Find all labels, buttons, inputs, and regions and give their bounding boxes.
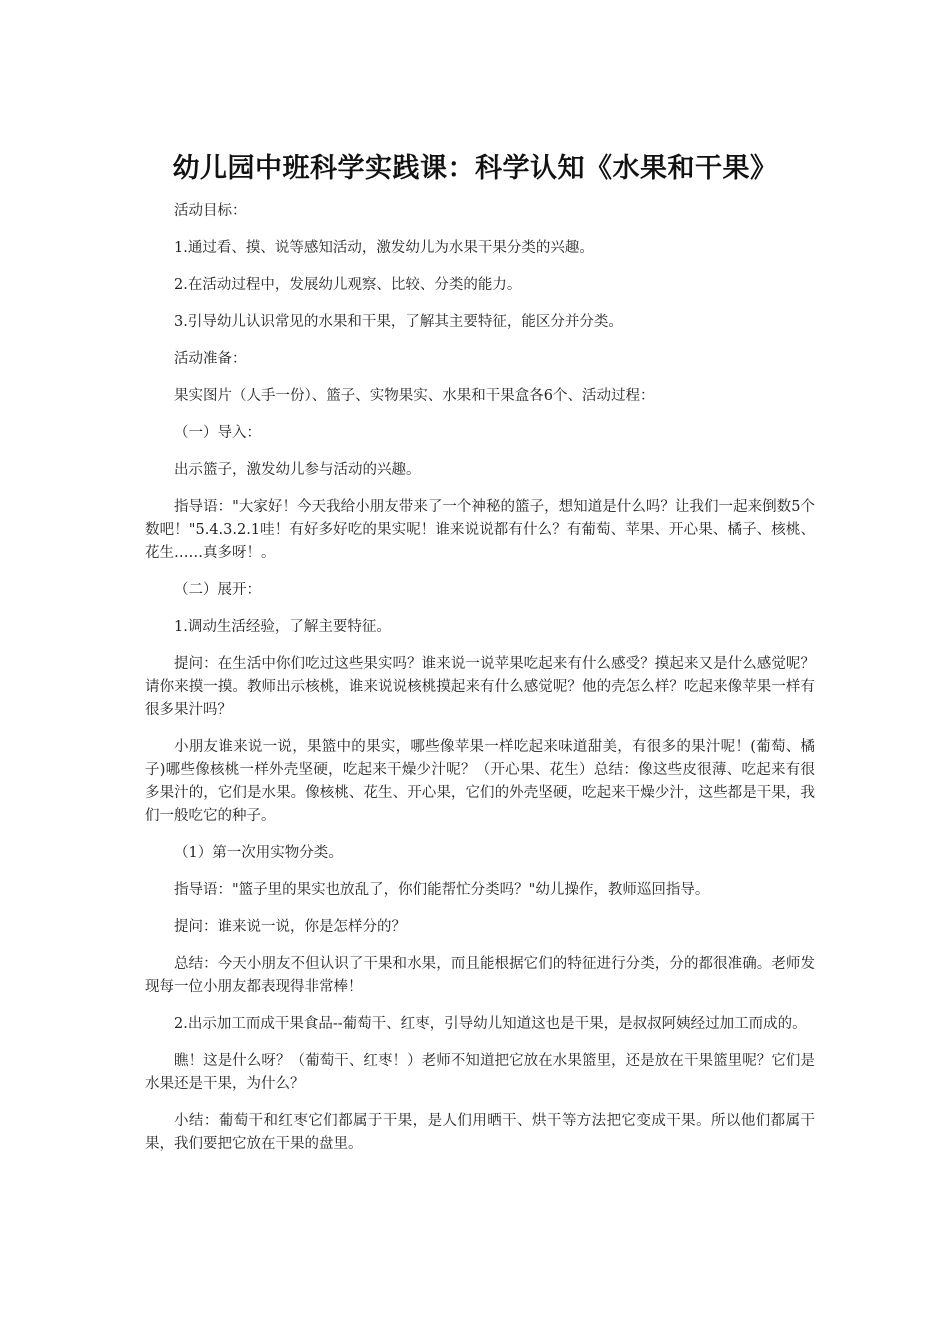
paragraph-intro-text: 出示篮子，激发幼儿参与活动的兴趣。 [174, 462, 421, 478]
paragraph-section-expand: （二）展开： [174, 582, 261, 598]
paragraph-objective-1: 1.通过看、摸、说等感知活动，激发幼儿为水果干果分类的兴趣。 [174, 240, 594, 256]
paragraph-summary-1: 总结：今天小朋友不但认识了干果和水果，而且能根据它们的特征进行分类，分的都很准确。老师发现每一位小朋友都表现得非常棒！ [145, 956, 815, 995]
paragraph-guide-1: 指导语："大家好！今天我给小朋友带来了一个神秘的篮子，想知道是什么吗？让我们一起来倒数5个数吧！"5.4.3.2.1哇！有好多好吃的果实呢！谁来说说都有什么？有葡萄、苹果、开心果、橘子、核桃、花生……真多呀！。 [145, 499, 815, 561]
paragraph-substep-1: （1）第一次用实物分类。 [174, 845, 343, 861]
paragraph-guide-2: 指导语："篮子里的果实也放乱了，你们能帮忙分类吗？"幼儿操作，教师巡回指导。 [174, 882, 710, 898]
paragraph-step-2: 2.出示加工而成干果食品--葡萄干、红枣，引导幼儿知道这也是干果，是叔叔阿姨经过加工而成的。 [174, 1016, 807, 1032]
document-title: 幼儿园中班科学实践课：科学认知《水果和干果》 [172, 153, 778, 184]
paragraph-objectives-heading: 活动目标： [174, 203, 247, 219]
paragraph-objective-2: 2.在活动过程中，发展幼儿观察、比较、分类的能力。 [174, 277, 522, 293]
paragraph-question-2: 提问：谁来说一说，你是怎样分的？ [174, 919, 406, 935]
paragraph-section-intro: （一）导入： [174, 425, 261, 441]
document-body [145, 200, 815, 1170]
paragraph-preparation: 果实图片（人手一份）、篮子、实物果实、水果和干果盒各6个、活动过程： [174, 388, 655, 404]
paragraph-objective-3: 3.引导幼儿认识常见的水果和干果，了解其主要特征，能区分并分类。 [174, 314, 623, 330]
paragraph-question-1: 提问：在生活中你们吃过这些果实吗？谁来说一说苹果吃起来有什么感受？摸起来又是什么感觉呢？请你来摸一摸。教师出示核桃，谁来说说核桃摸起来有什么感觉呢？他的壳怎么样？吃起来像苹果一样有很多果汁吗？ [145, 656, 815, 718]
paragraph-look: 瞧！这是什么呀？（葡萄干、红枣！）老师不知道把它放在水果篮里，还是放在干果篮里呢？它们是水果还是干果，为什么？ [145, 1053, 815, 1092]
paragraph-summary-2: 小结：葡萄干和红枣它们都属于干果，是人们用晒干、烘干等方法把它变成干果。所以他们都属干果，我们要把它放在干果的盘里。 [145, 1113, 815, 1152]
paragraph-step-1: 1.调动生活经验，了解主要特征。 [174, 619, 391, 635]
paragraph-preparation-heading: 活动准备： [174, 351, 247, 367]
paragraph-discussion: 小朋友谁来说一说，果篮中的果实，哪些像苹果一样吃起来味道甜美，有很多的果汁呢！(葡萄、橘子)哪些像核桃一样外壳坚硬，吃起来干燥少汁呢？（开心果、花生）总结：像这些皮很薄、吃起来有很多果汁的，它们是水果。像核桃、花生、开心果，它们的外壳坚硬，吃起来干燥少汁，这些都是干果，我们一般吃它的种子。 [145, 739, 815, 824]
